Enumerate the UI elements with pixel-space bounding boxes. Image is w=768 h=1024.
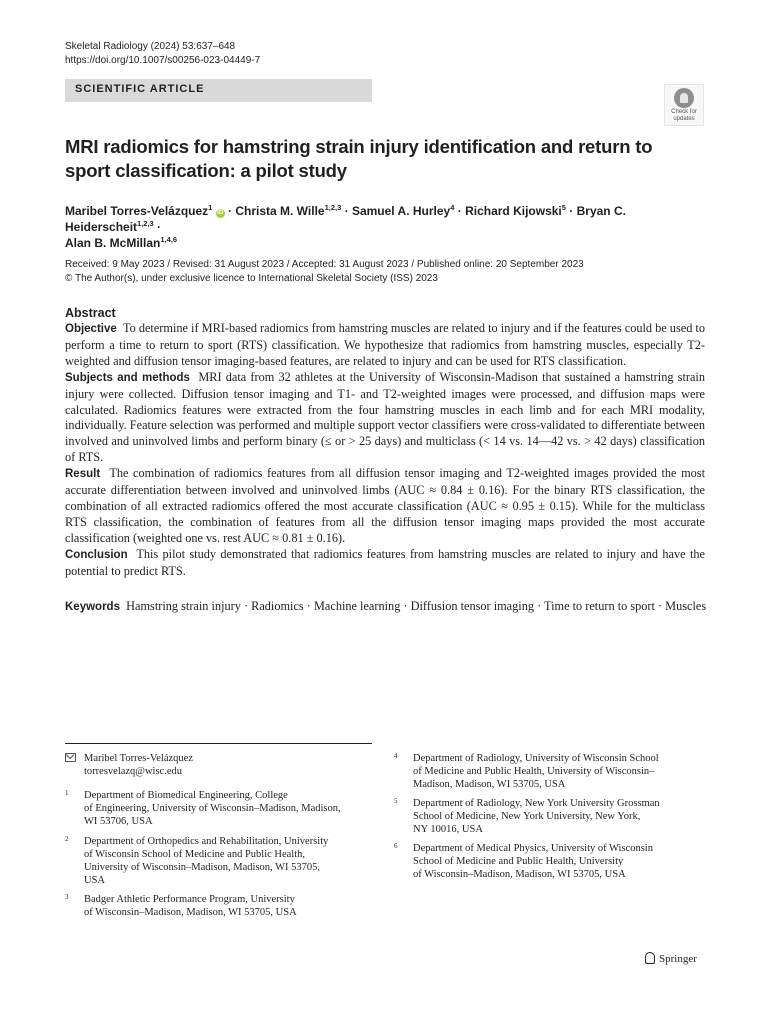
journal-citation: Skeletal Radiology (2024) 53:637–648 bbox=[65, 41, 236, 52]
article-type-banner bbox=[65, 79, 372, 102]
author-affiliation: 1,2,3 bbox=[324, 203, 342, 212]
orcid-icon[interactable]: iD bbox=[217, 210, 224, 216]
affiliation-line: School of Medicine, New York University, New York, bbox=[413, 811, 641, 822]
footnote-divider bbox=[65, 743, 372, 744]
publisher-name: Springer bbox=[659, 953, 697, 965]
author-name[interactable]: Maribel Torres-Velázquez bbox=[65, 204, 209, 218]
affiliation-line: Madison, Madison, WI 53705, USA bbox=[413, 779, 566, 790]
author-name[interactable]: Richard Kijowski bbox=[465, 204, 562, 218]
article-type-label: SCIENTIFIC ARTICLE bbox=[75, 83, 205, 95]
author-name[interactable]: Bryan C. Heiderscheit bbox=[65, 204, 626, 234]
abstract-section-label: Subjects and methods bbox=[65, 371, 190, 384]
affiliation-line: Department of Radiology, University of Wisconsin School bbox=[413, 753, 659, 764]
affiliation-line: Department of Biomedical Engineering, College bbox=[84, 790, 288, 801]
affiliation-number: 2 bbox=[65, 835, 69, 843]
affiliation-number: 5 bbox=[394, 797, 398, 805]
affiliation-number: 3 bbox=[65, 893, 69, 901]
keywords bbox=[65, 598, 715, 615]
abstract-heading: Abstract bbox=[65, 306, 116, 320]
abstract-section bbox=[65, 547, 705, 580]
history-dates: Received: 9 May 2023 / Revised: 31 August 2023 / Accepted: 31 August 2023 / Published online: 20 September 2023 bbox=[65, 259, 584, 270]
abstract-section-label: Conclusion bbox=[65, 548, 128, 561]
affiliation-note bbox=[65, 789, 375, 829]
affiliation-line: Department of Orthopedics and Rehabilitation, University bbox=[84, 836, 329, 847]
affiliation-note bbox=[65, 835, 375, 888]
keywords-text: Hamstring strain injury · Radiomics · Machine learning · Diffusion tensor imaging · Time to return to sport · Muscles bbox=[126, 599, 707, 613]
envelope-icon bbox=[65, 753, 76, 762]
affiliation-number: 6 bbox=[394, 842, 398, 850]
correspondence-name: Maribel Torres-Velázquez bbox=[84, 753, 193, 764]
affiliation-note bbox=[65, 893, 375, 921]
affiliation-line: of Wisconsin School of Medicine and Public Health, bbox=[84, 849, 306, 860]
author-affiliation: 1,2,3 bbox=[137, 219, 154, 228]
check-updates-line1: Check for bbox=[671, 109, 697, 115]
affiliation-number: 4 bbox=[394, 752, 398, 760]
check-updates-line2: updates bbox=[673, 115, 695, 122]
affiliation-line: NY 10016, USA bbox=[413, 824, 483, 835]
affiliation-line: of Medicine and Public Health, University of Wisconsin– bbox=[413, 766, 655, 777]
article-title: MRI radiomics for hamstring strain injury identification and return to sport classification: a pilot study bbox=[65, 136, 653, 181]
affiliation-line: Department of Medical Physics, University of Wisconsin bbox=[413, 843, 653, 854]
abstract-section bbox=[65, 321, 705, 370]
doi-link[interactable]: https://doi.org/10.1007/s00256-023-04449-7 bbox=[65, 55, 261, 66]
copyright-line: © The Author(s), under exclusive licence to International Skeletal Society (ISS) 2023 bbox=[65, 273, 438, 284]
abstract-section-text: MRI data from 32 athletes at the University of Wisconsin-Madison that sustained a hamstring strain injury were collected. Diffusion tensor imaging and T1- and T2-weighted images were processed, and diffusion maps were calculated. Radiomics features were extracted from the four hamstring muscles in each limb and for each MRI modality, individually. Feature selection was performed and multiple support vector classifiers were cross-validated to differentiate between involved and uninvolved limbs and perform binary (≤ or > 25 days) and multiclass (< 14 vs. 14—42 vs. > 42 days) classification of RTS. bbox=[65, 369, 705, 465]
affiliation-note bbox=[394, 842, 704, 882]
affiliation-line: School of Medicine and Public Health, University bbox=[413, 856, 624, 867]
publication-dates bbox=[65, 258, 584, 286]
author-affiliation: 1 bbox=[208, 203, 213, 212]
affiliation-line: Badger Athletic Performance Program, University bbox=[84, 894, 295, 905]
correspondence-email[interactable]: torresvelazq@wisc.edu bbox=[84, 766, 183, 777]
affiliation-line: of Engineering, University of Wisconsin–Madison, Madison, bbox=[84, 803, 341, 814]
check-for-updates-badge[interactable] bbox=[664, 84, 704, 126]
abstract-section bbox=[65, 370, 705, 466]
author-affiliation: 5 bbox=[561, 203, 566, 212]
abstract-section-text: To determine if MRI-based radiomics from hamstring muscles are related to injury and if the features could be used to perform a time to return to sport (RTS) classification. We hypothesize that radiomics from hamstring muscles, especially T2-weighted and diffusion tensor imaging-based features, are related to injury and can be used for RTS classification. bbox=[65, 321, 705, 368]
publisher-logo bbox=[645, 952, 697, 965]
abstract-body bbox=[65, 321, 705, 580]
abstract-section-label: Objective bbox=[65, 323, 117, 335]
author-name[interactable]: Alan B. McMillan bbox=[65, 236, 161, 250]
affiliation-note bbox=[394, 752, 704, 792]
abstract-section bbox=[65, 466, 705, 547]
affiliation-line: of Wisconsin–Madison, Madison, WI 53705, USA bbox=[413, 869, 626, 880]
correspondence-note bbox=[65, 752, 375, 780]
affiliation-line: USA bbox=[84, 875, 106, 886]
affiliation-line: Department of Radiology, New York University Grossman bbox=[413, 798, 660, 809]
keywords-label: Keywords bbox=[65, 601, 120, 613]
affiliation-line: WI 53706, USA bbox=[84, 816, 153, 827]
affiliation-line: of Wisconsin–Madison, Madison, WI 53705, USA bbox=[84, 907, 297, 918]
abstract-section-label: Result bbox=[65, 468, 101, 481]
author-name[interactable]: Christa M. Wille bbox=[235, 204, 325, 218]
author-name[interactable]: Samuel A. Hurley bbox=[351, 204, 451, 218]
affiliation-line: University of Wisconsin–Madison, Madison, WI 53705, bbox=[84, 862, 321, 873]
bookmark-icon bbox=[674, 88, 694, 108]
affiliation-note bbox=[394, 797, 704, 837]
journal-header bbox=[65, 40, 260, 68]
affiliation-number: 1 bbox=[65, 789, 69, 797]
author-list: Maribel Torres-Velázquez$^1$ iD · Christa M. Wille$^{1,2,3}$ · Samuel A. Hurley$^4$ · Richard Kijowski$^5$ · Bryan C. Heiderscheit$^{1,2,3}$ · Alan B. McMillan$^{1,4,6}$ bbox=[65, 203, 626, 250]
springer-horse-icon bbox=[645, 952, 655, 964]
abstract-section-text: This pilot study demonstrated that radiomics features from hamstring muscles are related to injury and have the potential to predict RTS. bbox=[65, 546, 705, 578]
abstract-section-text: The combination of radiomics features from all diffusion tensor imaging and T2-weighted images provided the most accurate differentiation between involved and uninvolved limbs (AUC ≈ 0.84 ± 0.16). For the binary RTS classification, the combination of all extracted radiomics offered the most accurate classification (AUC ≈ 0.95 ± 0.15). While for the multiclass RTS classification, the combination of features from all the diffusion tensor imaging maps provided the most accurate classification (weighted one vs. rest AUC ≈ 0.81 ± 0.16). bbox=[65, 466, 705, 545]
author-affiliation: 1,4,6 bbox=[160, 235, 178, 244]
author-affiliation: 4 bbox=[450, 203, 455, 212]
